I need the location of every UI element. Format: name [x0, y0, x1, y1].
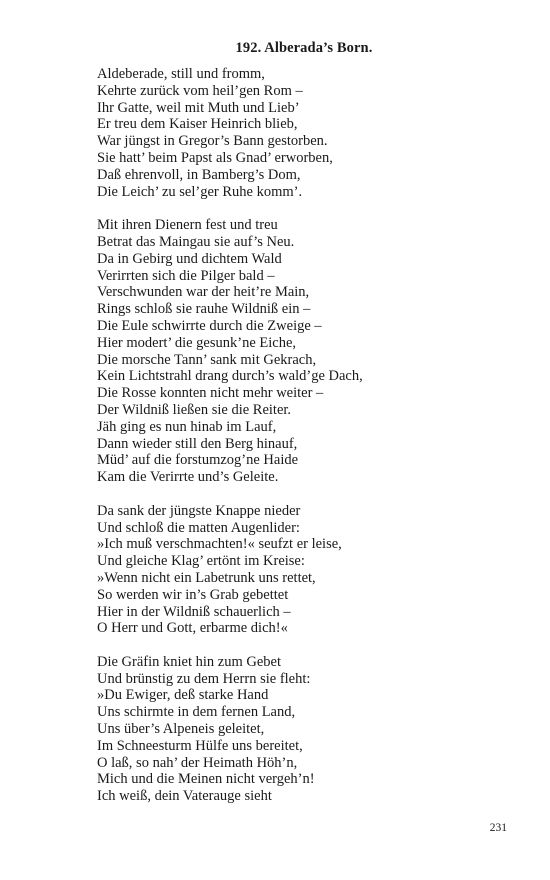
stanza-1 [97, 66, 517, 200]
verse-line: Da in Gebirg und dichtem Wald [97, 250, 282, 267]
verse-line: Und schloß die matten Augenlider: [97, 519, 300, 536]
verse-line: Jäh ging es nun hinab im Lauf, [97, 418, 277, 435]
verse-line: War jüngst in Gregor’s Bann gestorben. [97, 133, 328, 150]
verse-line: Sie hatt’ beim Papst als Gnad’ erworben, [97, 149, 333, 166]
verse-line: Und brünstig zu dem Herrn sie fleht: [97, 670, 311, 687]
verse-line: Verirrten sich die Pilger bald – [97, 267, 275, 284]
verse-line: Kein Lichtstrahl drang durch’s wald’ge Dach, [97, 368, 363, 385]
verse-line: Im Schneesturm Hülfe uns bereitet, [97, 737, 303, 754]
verse-line: »Wenn nicht ein Labetrunk uns rettet, [97, 569, 316, 586]
page-number: 231 [489, 822, 507, 834]
verse-line: Und gleiche Klag’ ertönt im Kreise: [97, 553, 305, 570]
verse-line: Hier modert’ die gesunk’ne Eiche, [97, 334, 297, 351]
verse-line: Die Rosse konnten nicht mehr weiter – [97, 385, 324, 402]
verse-line: Dann wieder still den Berg hinauf, [97, 435, 298, 452]
verse-line: Rings schloß sie rauhe Wildniß ein – [97, 301, 311, 318]
verse-line: Uns über’s Alpeneis geleitet, [97, 721, 265, 738]
stanza-3 [97, 503, 517, 637]
verse-line: Die Leich’ zu sel’ger Ruhe komm’. [97, 183, 303, 200]
stanza-4 [97, 654, 517, 805]
verse-line: Die Eule schwirrte durch die Zweige – [97, 317, 322, 334]
verse-line: Kehrte zurück vom heil’gen Rom – [97, 82, 303, 99]
verse-line: Er treu dem Kaiser Heinrich blieb, [97, 116, 298, 133]
verse-line: Aldeberade, still und fromm, [97, 66, 265, 82]
verse-line: Ich weiß, dein Vaterauge sieht [97, 788, 272, 805]
verse-line: Die Gräfin kniet hin zum Gebet [97, 653, 282, 670]
verse-line: Verschwunden war der heit’re Main, [97, 284, 310, 301]
verse-line: Der Wildniß ließen sie die Reiter. [97, 401, 292, 418]
stanza-2 [97, 217, 517, 486]
verse-line: Da sank der jüngste Knappe nieder [97, 502, 301, 519]
poem-title: 192. Alberada’s Born. [235, 40, 373, 56]
verse-line: O Herr und Gott, erbarme dich!« [97, 620, 288, 637]
verse-line: Mit ihren Dienern fest und treu [97, 217, 278, 234]
verse-line: Müd’ auf die forstumzog’ne Haide [97, 452, 299, 469]
poem-body [97, 66, 517, 822]
verse-line: »Du Ewiger, deß starke Hand [97, 687, 269, 704]
verse-line: So werden wir in’s Grab gebettet [97, 586, 289, 603]
verse-line: Betrat das Maingau sie auf’s Neu. [97, 233, 295, 250]
verse-line: Mich und die Meinen nicht vergeh’n! [97, 771, 315, 788]
verse-line: Uns schirmte in dem fernen Land, [97, 704, 296, 721]
verse-line: O laß, so nah’ der Heimath Höh’n, [97, 754, 298, 771]
verse-line: Daß ehrenvoll, in Bamberg’s Dom, [97, 166, 301, 183]
verse-line: Hier in der Wildniß schauerlich – [97, 603, 291, 620]
verse-line: »Ich muß verschmachten!« seufzt er leise, [97, 536, 342, 553]
verse-line: Die morsche Tann’ sank mit Gekrach, [97, 351, 317, 368]
verse-line: Kam die Verirrte und’s Geleite. [97, 469, 279, 486]
verse-line: Ihr Gatte, weil mit Muth und Lieb’ [97, 99, 300, 116]
